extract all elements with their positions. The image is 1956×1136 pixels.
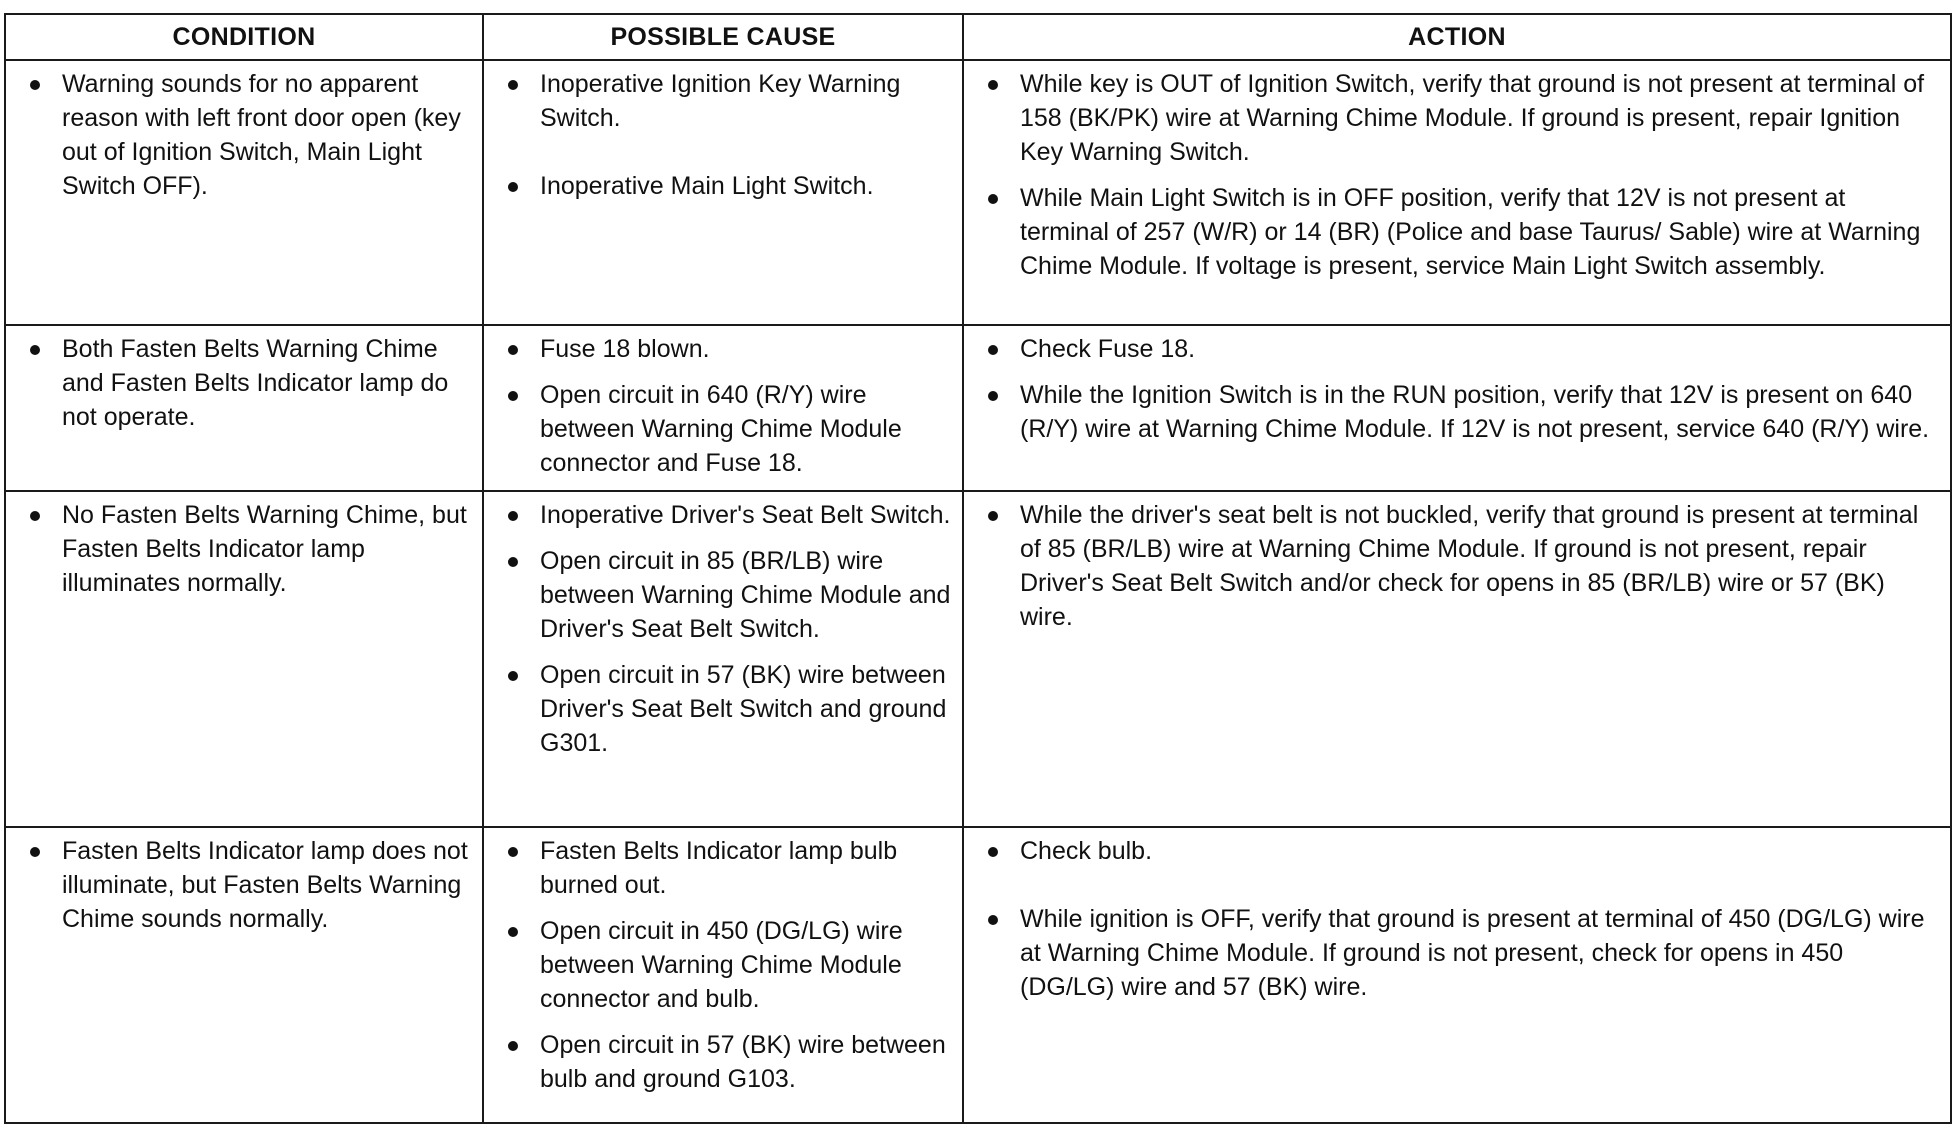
- bullet-icon: [30, 511, 40, 521]
- bullet-icon: [508, 671, 518, 681]
- table-row: [5, 491, 1951, 827]
- bullet-icon: [988, 915, 998, 925]
- bullet-icon: [988, 847, 998, 857]
- cause-text: Inoperative Ignition Key Warning Switch.: [540, 70, 901, 132]
- bullet-icon: [508, 511, 518, 521]
- action-header: ACTION: [963, 14, 1951, 60]
- bullet-icon: [988, 194, 998, 204]
- table-row: [5, 60, 1951, 325]
- cause-item: [496, 914, 952, 1016]
- diagnosis-chart: [4, 13, 1950, 1124]
- action-item: [976, 332, 1940, 366]
- condition-cell: [5, 60, 483, 325]
- cause-text: Inoperative Driver's Seat Belt Switch.: [540, 501, 951, 529]
- table-row: [5, 325, 1951, 491]
- bullet-icon: [508, 1041, 518, 1051]
- cause-cell: [483, 827, 963, 1123]
- action-item: [976, 67, 1940, 169]
- cause-text: Open circuit in 450 (DG/LG) wire between Warning Chime Module connector and bulb.: [540, 917, 903, 1013]
- cause-item: [496, 498, 952, 532]
- cause-cell: [483, 60, 963, 325]
- cause-cell: [483, 491, 963, 827]
- action-text: While key is OUT of Ignition Switch, verify that ground is not present at terminal of 158 (BK/PK) wire at Warning Chime Module. If ground is present, repair Ignition Key Warning Switch.: [1020, 70, 1925, 166]
- action-cell: [963, 325, 1951, 491]
- possible-cause-header: POSSIBLE CAUSE: [483, 14, 963, 60]
- condition-header: CONDITION: [5, 14, 483, 60]
- diagnosis-table: [4, 13, 1952, 1124]
- cause-item: [496, 332, 952, 366]
- bullet-icon: [508, 182, 518, 192]
- cause-item: [496, 378, 952, 480]
- condition-item: [18, 332, 472, 434]
- action-cell: [963, 491, 1951, 827]
- action-item: [976, 902, 1940, 1004]
- action-cell: [963, 60, 1951, 325]
- cause-item: [496, 67, 952, 135]
- bullet-icon: [508, 345, 518, 355]
- condition-item: [18, 498, 472, 600]
- action-text: Check bulb.: [1020, 837, 1153, 865]
- bullet-icon: [988, 391, 998, 401]
- cause-item: [496, 658, 952, 760]
- action-item: [976, 181, 1940, 283]
- bullet-icon: [508, 391, 518, 401]
- bullet-icon: [30, 80, 40, 90]
- bullet-icon: [508, 927, 518, 937]
- cause-item: [496, 834, 952, 902]
- bullet-icon: [508, 557, 518, 567]
- condition-text: Warning sounds for no apparent reason with left front door open (key out of Ignition Switch, Main Light Switch OFF).: [62, 70, 461, 200]
- cause-item: [496, 169, 952, 203]
- cause-item: [496, 1028, 952, 1096]
- condition-cell: [5, 491, 483, 827]
- cause-text: Open circuit in 57 (BK) wire between Driver's Seat Belt Switch and ground G301.: [540, 661, 947, 757]
- bullet-icon: [508, 80, 518, 90]
- bullet-icon: [988, 511, 998, 521]
- cause-text: Fuse 18 blown.: [540, 335, 710, 363]
- condition-cell: [5, 827, 483, 1123]
- bullet-icon: [988, 80, 998, 90]
- cause-text: Open circuit in 57 (BK) wire between bulb and ground G103.: [540, 1031, 946, 1093]
- cause-text: Fasten Belts Indicator lamp bulb burned out.: [540, 837, 898, 899]
- bullet-icon: [508, 847, 518, 857]
- cause-text: Open circuit in 85 (BR/LB) wire between Warning Chime Module and Driver's Seat Belt Switch.: [540, 547, 951, 643]
- condition-text: Both Fasten Belts Warning Chime and Fasten Belts Indicator lamp do not operate.: [62, 335, 449, 431]
- condition-item: [18, 67, 472, 203]
- table-row: [5, 827, 1951, 1123]
- cause-text: Inoperative Main Light Switch.: [540, 172, 874, 200]
- action-text: While ignition is OFF, verify that ground is present at terminal of 450 (DG/LG) wire at Warning Chime Module. If ground is not present, check for opens in 450 (DG/LG) wire and 57 (BK) wire.: [1020, 905, 1925, 1001]
- condition-text: No Fasten Belts Warning Chime, but Fasten Belts Indicator lamp illuminates normally.: [62, 501, 467, 597]
- action-cell: [963, 827, 1951, 1123]
- cause-cell: [483, 325, 963, 491]
- action-item: [976, 378, 1940, 446]
- header-row: [5, 14, 1951, 60]
- condition-item: [18, 834, 472, 936]
- bullet-icon: [988, 345, 998, 355]
- bullet-icon: [30, 847, 40, 857]
- cause-text: Open circuit in 640 (R/Y) wire between Warning Chime Module connector and Fuse 18.: [540, 381, 902, 477]
- bullet-icon: [30, 345, 40, 355]
- action-item: [976, 834, 1940, 868]
- action-text: While the Ignition Switch is in the RUN position, verify that 12V is present on 640 (R/Y) wire at Warning Chime Module. If 12V is not present, service 640 (R/Y) wire.: [1020, 381, 1930, 443]
- condition-text: Fasten Belts Indicator lamp does not illuminate, but Fasten Belts Warning Chime sounds normally.: [62, 837, 468, 933]
- action-text: While Main Light Switch is in OFF position, verify that 12V is not present at terminal of 257 (W/R) or 14 (BR) (Police and base Taurus/ Sable) wire at Warning Chime Module. If voltage is present, service Main Light Switch assembly.: [1020, 184, 1921, 280]
- cause-item: [496, 544, 952, 646]
- action-text: Check Fuse 18.: [1020, 335, 1196, 363]
- condition-cell: [5, 325, 483, 491]
- action-text: While the driver's seat belt is not buckled, verify that ground is present at terminal of 85 (BR/LB) wire at Warning Chime Module. If ground is not present, repair Driver's Seat Belt Switch and/or check for opens in 85 (BR/LB) wire or 57 (BK) wire.: [1020, 501, 1919, 631]
- action-item: [976, 498, 1940, 634]
